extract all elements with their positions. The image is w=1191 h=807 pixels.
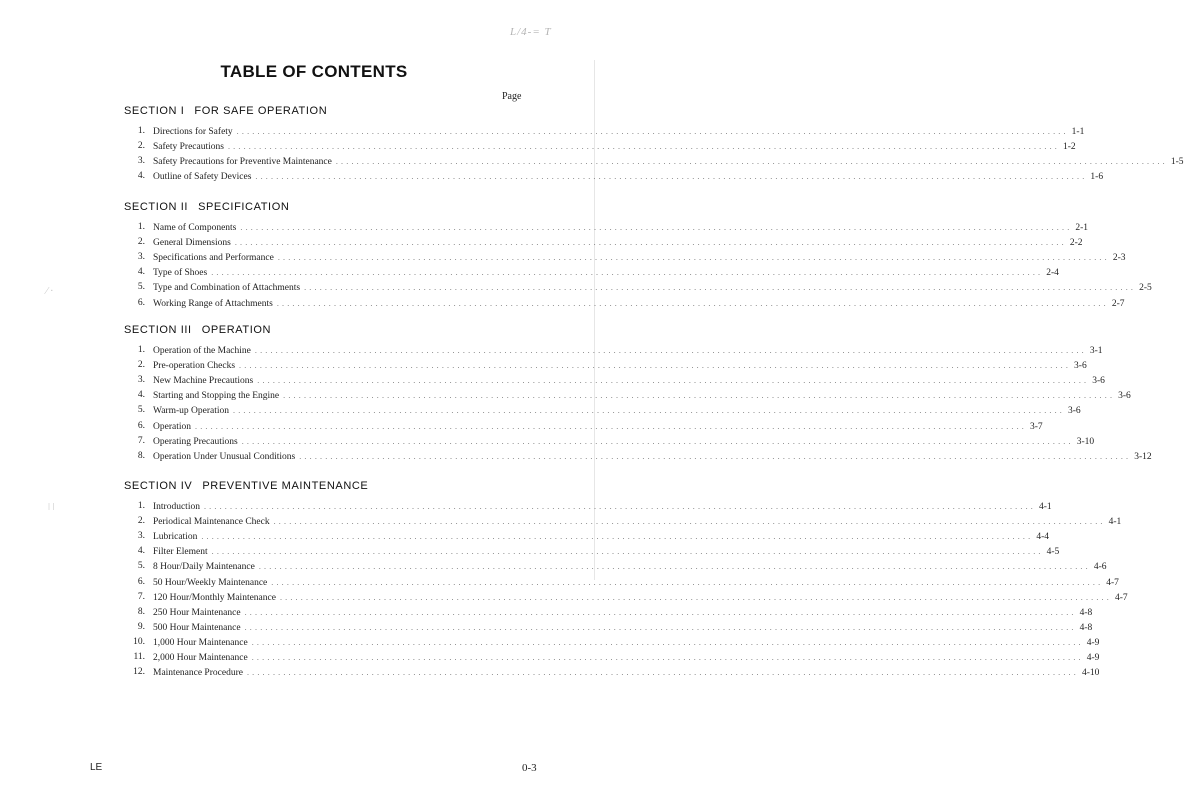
entry-number: 9. <box>137 621 145 632</box>
entry-number: 3. <box>137 531 145 542</box>
toc-entry[interactable] <box>128 500 1052 513</box>
dot-leader: ................................................................................................................................................................ <box>283 391 1116 401</box>
toc-entry[interactable] <box>128 125 1085 138</box>
entry-number: 3. <box>137 375 145 386</box>
toc-entry[interactable] <box>128 606 1093 619</box>
entry-page: 1-2 <box>1062 142 1076 153</box>
entry-number: 5. <box>137 405 145 416</box>
dot-leader: ................................................................................................................................................................ <box>258 562 1091 572</box>
section-title: FOR SAFE OPERATION <box>194 105 328 117</box>
entry-title: Type and Combination of Attachments <box>153 283 301 294</box>
dot-leader: ................................................................................................................................................................ <box>236 127 1069 136</box>
entry-page: 4-7 <box>1106 577 1119 588</box>
toc-entry[interactable] <box>128 251 1126 264</box>
entry-page: 2-4 <box>1046 268 1059 279</box>
entry-row <box>153 281 1152 295</box>
scan-speck: ⁄ · <box>46 286 54 297</box>
entry-page: 1-6 <box>1090 172 1104 183</box>
entry-title: Operation Under Unusual Conditions <box>153 451 296 462</box>
entry-title: Directions for Safety <box>153 127 233 137</box>
entry-number: 11. <box>133 652 145 662</box>
toc-entry[interactable] <box>128 266 1059 279</box>
dot-leader: ................................................................................................................................................................ <box>257 376 1090 386</box>
toc-entry[interactable] <box>128 450 1152 463</box>
entry-page: 1-5 <box>1170 157 1184 168</box>
dot-leader: ................................................................................................................................................................ <box>239 361 1072 371</box>
toc-entry[interactable] <box>128 281 1152 294</box>
entry-title: Type of Shoes <box>153 268 208 279</box>
section-title: PREVENTIVE MAINTENANCE <box>202 480 369 492</box>
entry-number: 8. <box>137 606 145 617</box>
entry-title: 50 Hour/Weekly Maintenance <box>153 577 268 588</box>
entry-page: 4-8 <box>1079 622 1093 633</box>
entry-number: 1. <box>137 501 145 511</box>
entry-row <box>153 420 1043 434</box>
footer-code: LE <box>90 762 103 773</box>
dot-leader: ................................................................................................................................................................ <box>251 653 1084 662</box>
entry-title: Maintenance Procedure <box>153 668 243 679</box>
entry-number: 2. <box>137 516 145 527</box>
entry-page: 3-6 <box>1074 361 1087 372</box>
toc-entry[interactable] <box>128 591 1128 604</box>
entry-title: Operation of the Machine <box>153 346 251 356</box>
entry-title: 500 Hour Maintenance <box>153 622 241 633</box>
dot-leader: ................................................................................................................................................................ <box>211 268 1044 278</box>
entry-title: 1,000 Hour Maintenance <box>153 637 248 648</box>
dot-leader: ................................................................................................................................................................ <box>195 421 1027 431</box>
dot-leader: ................................................................................................................................................................ <box>240 223 1073 232</box>
section-title: OPERATION <box>201 324 272 336</box>
entry-row <box>153 621 1093 635</box>
entry-number: 7. <box>137 591 145 602</box>
entry-title: Filter Element <box>153 547 208 558</box>
page-title: TABLE OF CONTENTS <box>220 62 408 81</box>
dot-leader: ................................................................................................................................................................ <box>277 253 1110 263</box>
entry-row <box>153 251 1126 265</box>
entry-row <box>153 170 1104 184</box>
entry-number: 1. <box>137 345 145 355</box>
section-heading <box>124 324 271 336</box>
entry-number: 12. <box>133 667 145 678</box>
entry-page: 2-1 <box>1075 223 1089 233</box>
entry-page: 3-6 <box>1068 406 1081 417</box>
toc-entry[interactable] <box>128 636 1100 649</box>
dot-leader: ................................................................................................................................................................ <box>203 502 1036 511</box>
toc-entry[interactable] <box>128 420 1043 433</box>
entry-row <box>153 666 1100 680</box>
footer-page-number: 0-3 <box>522 762 537 774</box>
section-label: SECTION III <box>124 324 192 336</box>
entry-title: Starting and Stopping the Engine <box>153 391 280 402</box>
scan-speck: ǀ ǀ <box>48 502 55 513</box>
toc-entry[interactable] <box>128 297 1125 310</box>
entry-page: 2-5 <box>1139 283 1152 294</box>
entry-number: 7. <box>137 435 145 446</box>
section-heading <box>124 201 289 213</box>
entry-row <box>153 500 1052 514</box>
entry-page: 3-7 <box>1030 421 1043 432</box>
entry-number: 5. <box>137 282 145 293</box>
corner-handwritten-mark: L/4-= T <box>510 26 552 38</box>
section-label: SECTION IV <box>124 480 193 492</box>
entry-number: 2. <box>137 237 145 248</box>
dot-leader: ................................................................................................................................................................ <box>246 668 1079 678</box>
entry-row <box>153 155 1184 169</box>
entry-page: 4-9 <box>1086 653 1100 663</box>
entry-row <box>153 651 1100 665</box>
entry-page: 2-7 <box>1111 298 1125 309</box>
entry-page: 3-12 <box>1134 451 1152 462</box>
toc-entry[interactable] <box>128 236 1083 249</box>
entry-page: 4-9 <box>1086 637 1100 648</box>
entry-row <box>153 560 1107 574</box>
entry-number: 4. <box>137 267 145 278</box>
entry-row <box>153 140 1076 154</box>
entry-row <box>153 435 1095 449</box>
entry-title: 8 Hour/Daily Maintenance <box>153 562 255 573</box>
dot-leader: ................................................................................................................................................................ <box>304 283 1137 293</box>
entry-title: Specifications and Performance <box>153 253 274 264</box>
entry-number: 1. <box>137 126 145 136</box>
dot-leader: ................................................................................................................................................................ <box>254 346 1087 355</box>
entry-page: 4-10 <box>1081 668 1100 679</box>
entry-page: 4-1 <box>1038 502 1052 512</box>
toc-entry[interactable] <box>128 560 1107 573</box>
section-label: SECTION I <box>124 105 185 117</box>
entry-number: 2. <box>137 360 145 371</box>
toc-entry[interactable] <box>128 140 1076 153</box>
entry-row <box>153 359 1087 373</box>
dot-leader: ................................................................................................................................................................ <box>201 532 1034 542</box>
dot-leader: ................................................................................................................................................................ <box>244 622 1077 632</box>
entry-row <box>153 545 1060 559</box>
entry-row <box>153 297 1125 311</box>
entry-row <box>153 636 1100 650</box>
entry-row <box>153 591 1128 605</box>
dot-leader: ................................................................................................................................................................ <box>255 172 1088 182</box>
entry-number: 4. <box>137 546 145 557</box>
entry-number: 2. <box>137 141 145 152</box>
dot-leader: ................................................................................................................................................................ <box>335 157 1168 167</box>
entry-number: 3. <box>137 252 145 263</box>
entry-page: 4-5 <box>1046 547 1060 558</box>
entry-title: Safety Precautions for Preventive Maintenance <box>153 157 332 168</box>
entry-page: 4-8 <box>1079 607 1093 618</box>
entry-title: Operating Precautions <box>153 436 238 447</box>
section-label: SECTION II <box>124 201 189 213</box>
dot-leader: ................................................................................................................................................................ <box>241 436 1074 446</box>
entry-row <box>153 125 1085 139</box>
toc-entry[interactable] <box>128 359 1087 372</box>
toc-entry[interactable] <box>128 404 1081 417</box>
entry-number: 5. <box>137 561 145 572</box>
entry-page: 4-4 <box>1036 532 1049 543</box>
dot-leader: ................................................................................................................................................................ <box>211 547 1044 557</box>
entry-row <box>153 606 1093 620</box>
entry-page: 3-1 <box>1089 346 1103 356</box>
entry-title: New Machine Precautions <box>153 376 254 387</box>
entry-row <box>153 344 1103 358</box>
entry-title: Operation <box>153 421 191 432</box>
dot-leader: ................................................................................................................................................................ <box>234 238 1067 248</box>
entry-number: 1. <box>137 222 145 232</box>
toc-entry[interactable] <box>128 155 1184 168</box>
dot-leader: ................................................................................................................................................................ <box>251 637 1084 647</box>
entry-row <box>153 404 1081 418</box>
entry-title: Working Range of Attachments <box>153 298 273 309</box>
entry-row <box>153 450 1152 464</box>
entry-number: 4. <box>137 171 145 182</box>
entry-row <box>153 576 1119 590</box>
entry-row <box>153 530 1049 544</box>
entry-number: 4. <box>137 390 145 401</box>
dot-leader: ................................................................................................................................................................ <box>299 451 1132 461</box>
entry-title: Safety Precautions <box>153 142 224 153</box>
entry-title: Pre-operation Checks <box>153 361 236 372</box>
toc-entry[interactable] <box>128 344 1103 357</box>
entry-title: 120 Hour/Monthly Maintenance <box>153 592 276 603</box>
section-title: SPECIFICATION <box>198 201 290 213</box>
entry-number: 6. <box>137 576 145 587</box>
dot-leader: ................................................................................................................................................................ <box>244 607 1077 617</box>
entry-page: 4-1 <box>1108 517 1122 528</box>
toc-entry[interactable] <box>128 576 1119 589</box>
entry-row <box>153 374 1105 388</box>
entry-page: 2-3 <box>1112 253 1126 264</box>
entry-page: 4-7 <box>1114 592 1128 603</box>
toc-entry[interactable] <box>128 435 1095 448</box>
section-heading <box>124 105 327 117</box>
toc-entry[interactable] <box>128 389 1131 402</box>
entry-page: 1-1 <box>1071 127 1085 137</box>
toc-entry[interactable] <box>128 515 1122 528</box>
entry-number: 3. <box>137 156 145 167</box>
entry-title: Periodical Maintenance Check <box>153 517 270 528</box>
toc-entry[interactable] <box>128 545 1060 558</box>
entry-title: Introduction <box>153 502 200 512</box>
dot-leader: ................................................................................................................................................................ <box>233 406 1065 416</box>
entry-number: 8. <box>137 450 145 461</box>
entry-title: Name of Components <box>153 223 237 233</box>
entry-page: 2-2 <box>1069 238 1083 249</box>
entry-page: 3-6 <box>1092 376 1105 387</box>
toc-entry[interactable] <box>128 651 1100 664</box>
toc-entry[interactable] <box>128 170 1104 183</box>
entry-title: Warm-up Operation <box>153 406 229 417</box>
entry-number: 6. <box>137 297 145 308</box>
entry-page: 4-6 <box>1093 562 1107 573</box>
entry-row <box>153 236 1083 250</box>
entry-row <box>153 266 1059 280</box>
entry-title: 2,000 Hour Maintenance <box>153 653 248 663</box>
toc-entry[interactable] <box>128 621 1093 634</box>
toc-entry[interactable] <box>128 666 1100 679</box>
dot-leader: ................................................................................................................................................................ <box>279 592 1112 602</box>
entry-page: 3-6 <box>1118 391 1131 402</box>
dot-leader: ................................................................................................................................................................ <box>276 298 1109 308</box>
entry-title: 250 Hour Maintenance <box>153 607 241 618</box>
dot-leader: ................................................................................................................................................................ <box>273 517 1106 527</box>
toc-entry[interactable] <box>128 221 1089 234</box>
page-column-label: Page <box>502 91 522 102</box>
entry-number: 6. <box>137 420 145 431</box>
entry-number: 10. <box>133 636 145 647</box>
section-heading <box>124 480 368 492</box>
entry-row <box>153 389 1131 403</box>
entry-title: General Dimensions <box>153 238 231 249</box>
entry-row <box>153 221 1089 235</box>
dot-leader: ................................................................................................................................................................ <box>271 577 1104 587</box>
toc-entry[interactable] <box>128 374 1105 387</box>
toc-entry[interactable] <box>128 530 1049 543</box>
entry-row <box>153 515 1122 529</box>
dot-leader: ................................................................................................................................................................ <box>227 142 1060 152</box>
entry-title: Outline of Safety Devices <box>153 172 252 183</box>
entry-title: Lubrication <box>153 532 198 543</box>
entry-page: 3-10 <box>1076 436 1095 447</box>
